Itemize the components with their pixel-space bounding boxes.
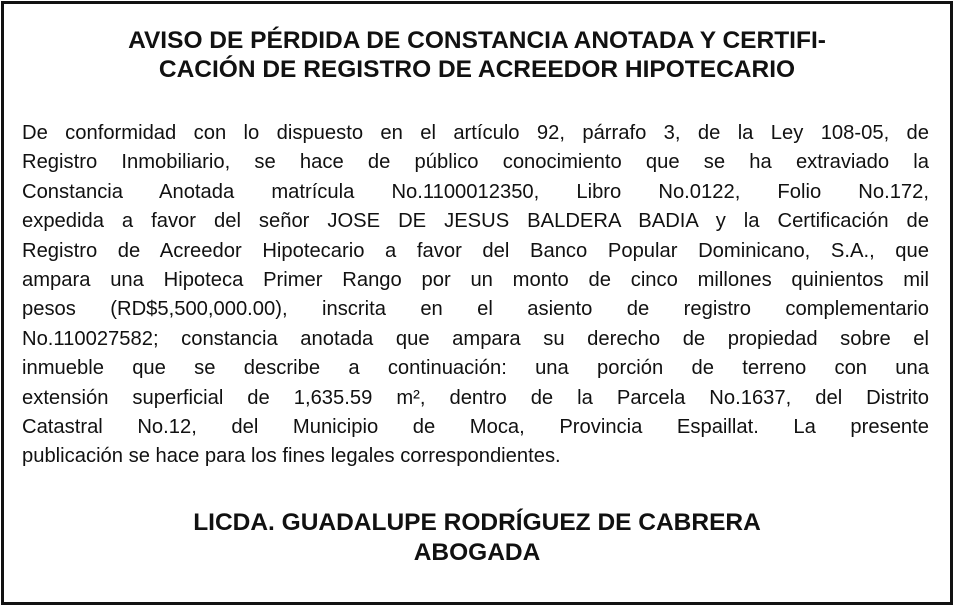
body-line: No.110027582; constancia anotada que ampara su derecho de propiedad sobre el (22, 327, 929, 350)
body-line: ampara una Hipoteca Primer Rango por un monto de cinco millones quinientos mil (22, 269, 929, 292)
body-line-last: publicación se hace para los fines legales correspondientes. (22, 445, 561, 468)
notice-title-line-1: AVISO DE PÉRDIDA DE CONSTANCIA ANOTADA Y CERTIFI- (128, 27, 826, 54)
signatory-role: ABOGADA (413, 539, 541, 566)
signature-block (4, 508, 950, 568)
notice-body (22, 119, 929, 472)
body-line: pesos (RD$5,500,000.00), inscrita en el asiento de registro complementario (22, 298, 929, 321)
notice-title-line-2: CACIÓN DE REGISTRO DE ACREEDOR HIPOTECARIO (158, 56, 796, 83)
signatory-name: LICDA. GUADALUPE RODRÍGUEZ DE CABRERA (193, 509, 761, 536)
body-line: inmueble que se describe a continuación: una porción de terreno con una (22, 357, 929, 380)
body-line: Catastral No.12, del Municipio de Moca, Provincia Espaillat. La presente (22, 416, 929, 439)
body-line: Constancia Anotada matrícula No.1100012350, Libro No.0122, Folio No.172, (22, 180, 929, 203)
legal-notice-box (1, 1, 953, 605)
body-line: Registro Inmobiliario, se hace de público conocimiento que se ha extraviado la (22, 151, 929, 174)
notice-title (34, 26, 920, 84)
body-line: extensión superficial de 1,635.59 m², dentro de la Parcela No.1637, del Distrito (22, 386, 929, 409)
body-line: expedida a favor del señor JOSE DE JESUS BALDERA BADIA y la Certificación de (22, 210, 929, 233)
body-line: De conformidad con lo dispuesto en el artículo 92, párrafo 3, de la Ley 108-05, de (22, 122, 929, 144)
body-line: Registro de Acreedor Hipotecario a favor del Banco Popular Dominicano, S.A., que (22, 239, 929, 262)
